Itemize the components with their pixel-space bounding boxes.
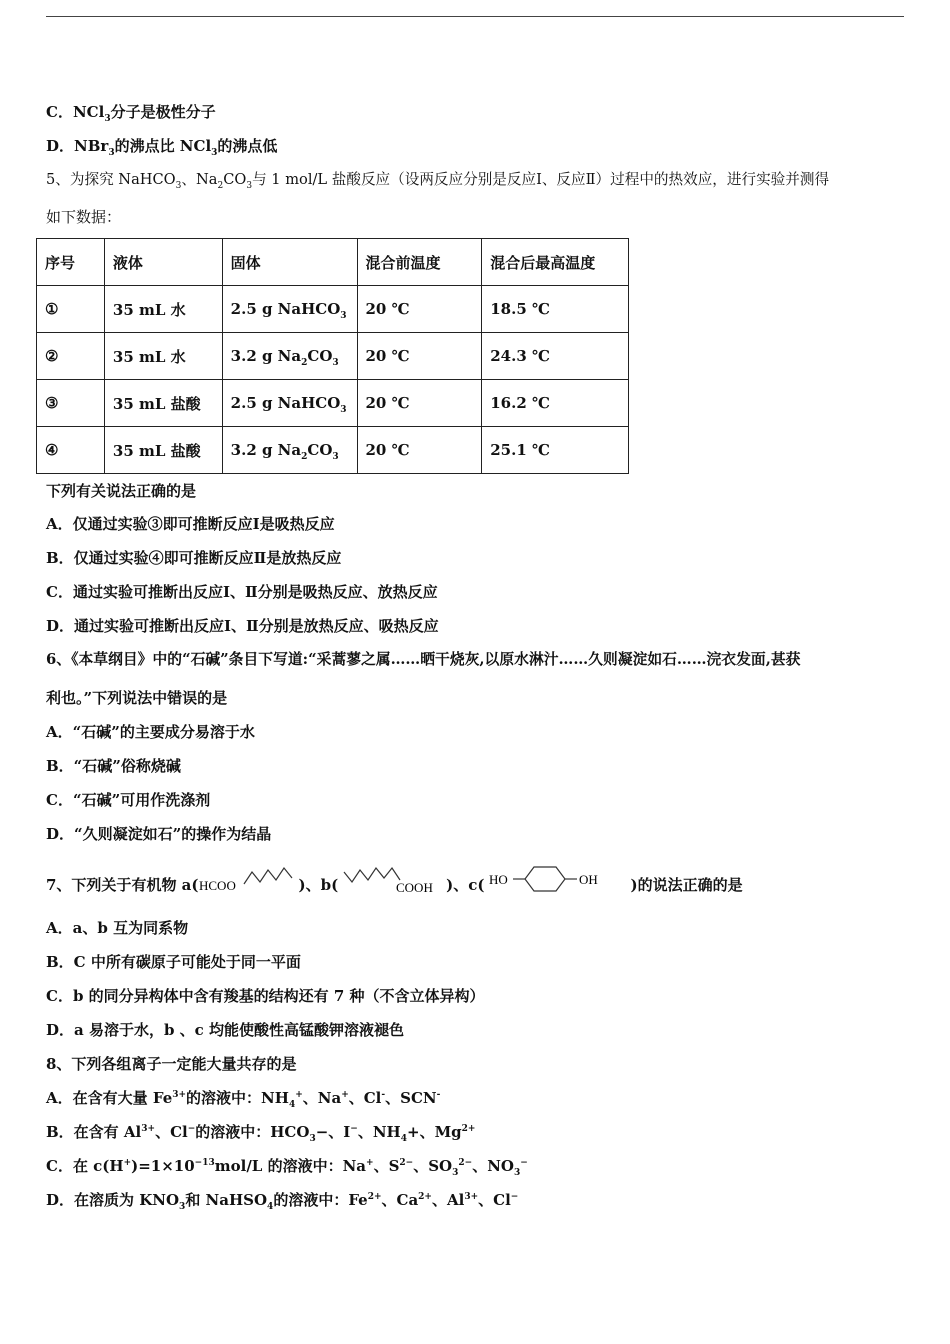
q7-option-b: B．C 中所有碳原子可能处于同一平面 bbox=[46, 953, 301, 971]
table-row bbox=[37, 380, 629, 427]
q4-option-c: C．NCl$_3$分子是极性分子 bbox=[46, 103, 216, 124]
q6-option-d: D．“久则凝淀如石”的操作为结晶 bbox=[46, 825, 272, 843]
cell-after: 16.2 ℃ bbox=[482, 380, 629, 427]
cell-solid: 3.2 g $Na_2CO_3$ bbox=[222, 333, 357, 380]
cell-before: 20 ℃ bbox=[357, 286, 482, 333]
q7-option-a: A．a、b 互为同系物 bbox=[46, 919, 189, 937]
q6-stem-continued: 利也。”下列说法中错误的是 bbox=[46, 689, 228, 707]
cell-no: ④ bbox=[37, 427, 105, 474]
cell-no: ① bbox=[37, 286, 105, 333]
table-row bbox=[37, 427, 629, 474]
q7-option-d: D．a 易溶于水，b 、c 均能使酸性高锰酸钾溶液褪色 bbox=[46, 1021, 405, 1039]
cell-no: ② bbox=[37, 333, 105, 380]
q7-option-c: C．b 的同分异构体中含有羧基的结构还有 7 种（不含立体异构） bbox=[46, 987, 485, 1005]
cell-after: 24.3 ℃ bbox=[482, 333, 629, 380]
q6-option-a: A．“石碱”的主要成分易溶于水 bbox=[46, 723, 255, 741]
q5-question: 下列有关说法正确的是 bbox=[46, 482, 197, 500]
cell-after: 18.5 ℃ bbox=[482, 286, 629, 333]
header-rule bbox=[46, 16, 904, 17]
cell-liquid: 35 mL 水 bbox=[104, 286, 222, 333]
mol-c-left: HO bbox=[488, 872, 508, 887]
header-cell: 固体 bbox=[222, 239, 357, 286]
q7-stem: 7、下列关于有机物 a( HCOO )、b( COOH )、c( HO OH )的说法正确的是 bbox=[46, 862, 743, 910]
cell-liquid: 35 mL 水 bbox=[104, 333, 222, 380]
q5-option-c: C．通过实验可推断出反应Ⅰ、Ⅱ分别是吸热反应、放热反应 bbox=[46, 583, 438, 601]
molecule-a-structure bbox=[198, 862, 298, 910]
cell-before: 20 ℃ bbox=[357, 380, 482, 427]
q5-data-table bbox=[36, 238, 629, 474]
cell-liquid: 35 mL 盐酸 bbox=[104, 380, 222, 427]
table-row bbox=[37, 286, 629, 333]
cell-solid: 2.5 g NaHCO$_3$ bbox=[222, 286, 357, 333]
cell-solid: 2.5 g NaHCO$_3$ bbox=[222, 380, 357, 427]
q8-option-d: D．在溶质为 $KNO_3$和 NaHSO$_4$的溶液中：$Fe^{2+}$、$Ca^{2+}$、$Al^{3+}$、Cl− bbox=[46, 1191, 519, 1212]
q5-stem: 5、为探究 NaHCO$_3$、$Na_2CO_3$与 1 mol/L 盐酸反应（设两反应分别是反应Ⅰ、反应Ⅱ）过程中的热效应，进行实验并测得 bbox=[46, 171, 830, 191]
mol-c-right: OH bbox=[578, 872, 598, 887]
cell-liquid: 35 mL 盐酸 bbox=[104, 427, 222, 474]
mol-a-label: HCOO bbox=[199, 878, 237, 893]
molecule-b-structure bbox=[338, 862, 446, 910]
cell-before: 20 ℃ bbox=[357, 333, 482, 380]
q8-option-c: C．在 $c(H^+)=1\times 10^{-13}mol/L$ 的溶液中：Na+、$S^{2-}$、$SO_3^{2-}$、$NO_3^-$ bbox=[46, 1157, 528, 1178]
header-cell: 混合前温度 bbox=[357, 239, 482, 286]
molecule-c-structure bbox=[485, 862, 631, 910]
table-header-row bbox=[37, 239, 629, 286]
cell-before: 20 ℃ bbox=[357, 427, 482, 474]
q5-option-b: B．仅通过实验④即可推断反应Ⅱ是放热反应 bbox=[46, 549, 342, 567]
q5-stem-continued: 如下数据： bbox=[46, 208, 122, 226]
header-cell: 液体 bbox=[104, 239, 222, 286]
q8-stem: 8、下列各组离子一定能大量共存的是 bbox=[46, 1055, 297, 1073]
q6-option-b: B．“石碱”俗称烧碱 bbox=[46, 757, 181, 775]
header-cell: 混合后最高温度 bbox=[482, 239, 629, 286]
header-cell: 序号 bbox=[37, 239, 105, 286]
mol-b-label: COOH bbox=[396, 880, 434, 895]
q5-option-a: A．仅通过实验③即可推断反应Ⅰ是吸热反应 bbox=[46, 515, 335, 533]
table-row bbox=[37, 333, 629, 380]
q6-option-c: C．“石碱”可用作洗涤剂 bbox=[46, 791, 211, 809]
q4-option-d: D．NBr$_3$的沸点比 NCl$_3$的沸点低 bbox=[46, 137, 278, 158]
cell-after: 25.1 ℃ bbox=[482, 427, 629, 474]
cell-solid: 3.2 g $Na_2CO_3$ bbox=[222, 427, 357, 474]
cell-no: ③ bbox=[37, 380, 105, 427]
q5-option-d: D．通过实验可推断出反应Ⅰ、Ⅱ分别是放热反应、吸热反应 bbox=[46, 617, 439, 635]
q8-option-a: A．在含有大量 $Fe^{3+}$的溶液中：$NH_4^+$、Na+、Cl-、SCN- bbox=[46, 1089, 441, 1110]
q8-option-b: B．在含有 $Al^{3+}$、Cl−的溶液中：$HCO_3-$、I−、$NH_4+$、$Mg^{2+}$ bbox=[46, 1123, 476, 1144]
q6-stem: 6、《本草纲目》中的“石碱”条目下写道:“采蒿蓼之属……晒干烧灰,以原水淋汁……久则凝淀如石……浣衣发面,甚获 bbox=[46, 651, 801, 668]
